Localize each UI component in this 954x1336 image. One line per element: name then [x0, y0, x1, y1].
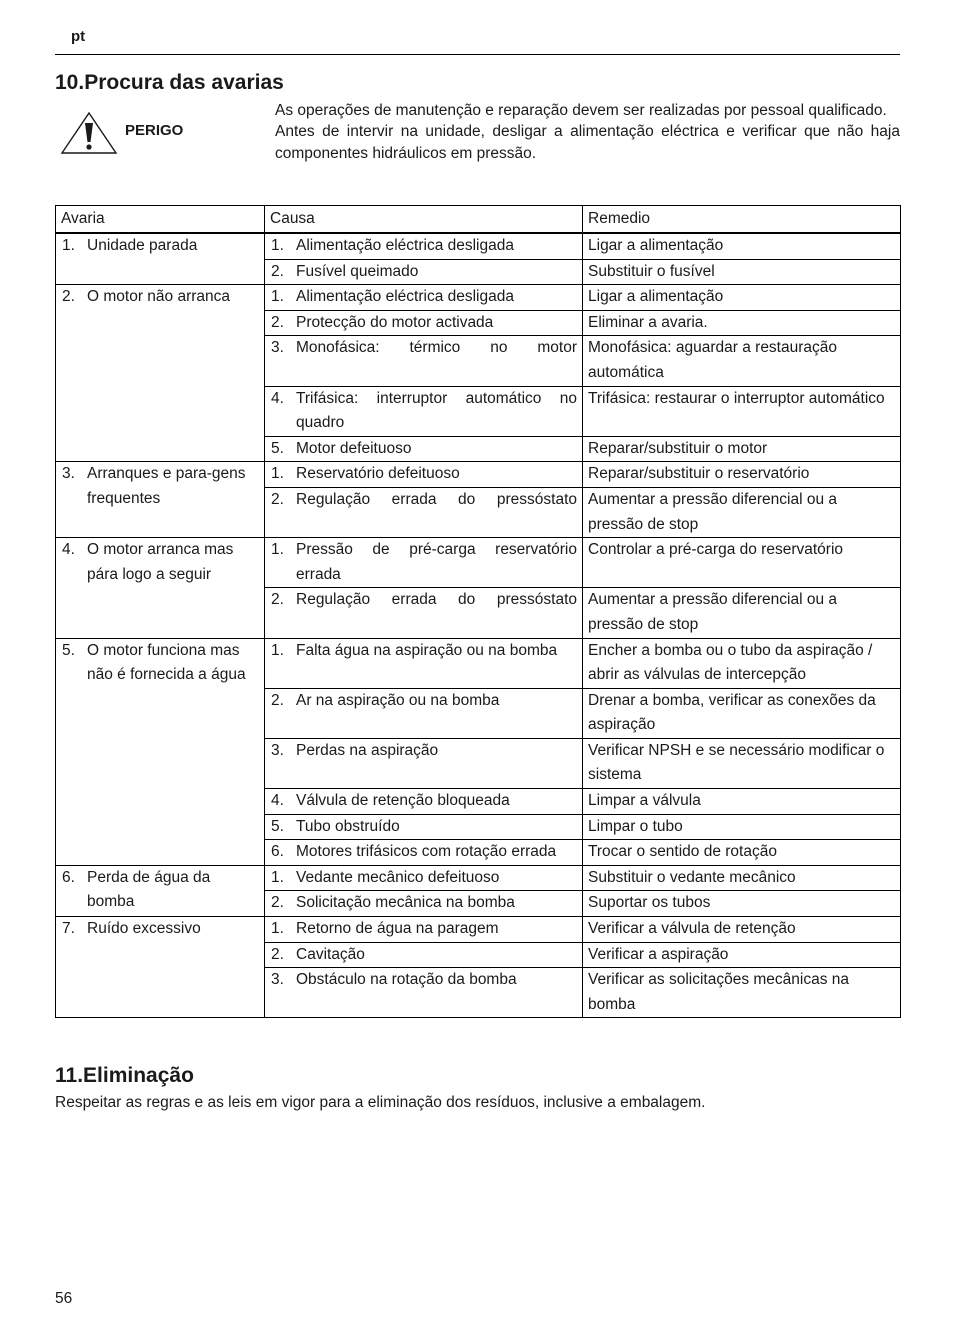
header-rule — [55, 54, 900, 55]
cause-cell — [265, 538, 583, 588]
remedy-cell: Reparar/substituir o motor — [583, 436, 901, 462]
cause-cell — [265, 917, 583, 943]
warning-triangle-icon — [60, 111, 118, 155]
cause-cell — [265, 789, 583, 815]
cause-item — [271, 260, 577, 285]
cause-item-number: 5. — [271, 439, 284, 457]
cause-item — [271, 285, 577, 310]
cause-item-number: 6. — [271, 843, 284, 861]
remedy-cell: Verificar a aspiração — [583, 942, 901, 968]
cause-item-text: Trifásica: interruptor automático no quadro — [296, 389, 577, 432]
cause-item-number: 2. — [271, 313, 284, 331]
fault-cell — [56, 865, 265, 916]
cause-cell — [265, 386, 583, 436]
cause-cell — [265, 436, 583, 462]
remedy-cell: Verificar NPSH e se necessário modificar o sistema — [583, 738, 901, 788]
fault-item-number: 3. — [62, 465, 75, 483]
remedy-cell: Substituir o fusível — [583, 259, 901, 285]
cause-cell — [265, 285, 583, 311]
remedy-cell: Aumentar a pressão diferencial ou a pressão de stop — [583, 588, 901, 638]
cause-item-number: 2. — [271, 691, 284, 709]
page-number: 56 — [55, 1290, 73, 1307]
cause-cell — [265, 310, 583, 336]
fault-item-text: Unidade parada — [87, 237, 198, 254]
cause-item-text: Solicitação mecânica na bomba — [296, 894, 515, 912]
fault-cell — [56, 233, 265, 285]
safety-notice-paragraph: Antes de intervir na unidade, desligar a alimentação eléctrica e verificar que não haja componentes hidráulicos em pressão. — [275, 123, 900, 162]
cause-item-text: Regulação errada do pressóstato — [296, 490, 577, 508]
table-header-row — [56, 206, 901, 234]
fault-item — [62, 538, 259, 587]
cause-item-text: Válvula de retenção bloqueada — [296, 792, 510, 810]
fault-cell — [56, 538, 265, 638]
cause-item-text: Cavitação — [296, 945, 365, 963]
remedy-cell: Eliminar a avaria. — [583, 310, 901, 336]
cause-item — [271, 815, 577, 840]
fault-item — [62, 462, 259, 511]
remedy-cell: Substituir o vedante mecânico — [583, 865, 901, 891]
section-title-disposal: 11.Eliminação — [55, 1064, 194, 1087]
cause-item-number: 2. — [271, 894, 284, 912]
cause-cell — [265, 588, 583, 638]
fault-item — [62, 917, 259, 942]
cause-cell — [265, 968, 583, 1018]
disposal-text: Respeitar as regras e as leis em vigor para a eliminação dos resíduos, inclusive a embalagem. — [55, 1094, 706, 1111]
remedy-cell: Trocar o sentido de rotação — [583, 840, 901, 866]
cause-cell — [265, 738, 583, 788]
cause-item — [271, 917, 577, 942]
cause-item-number: 4. — [271, 792, 284, 810]
cause-item — [271, 639, 577, 664]
remedy-cell: Suportar os tubos — [583, 891, 901, 917]
column-header-remedy: Remedio — [583, 206, 901, 234]
cause-item-text: Perdas na aspiração — [296, 741, 439, 759]
cause-item-text: Protecção do motor activada — [296, 313, 494, 331]
remedy-cell: Ligar a alimentação — [583, 233, 901, 259]
cause-item — [271, 943, 577, 968]
cause-item-text: Monofásica: térmico no motor — [296, 339, 577, 357]
cause-item — [271, 588, 577, 613]
fault-item-number: 1. — [62, 237, 75, 254]
remedy-cell: Ligar a alimentação — [583, 285, 901, 311]
cause-item-number: 1. — [271, 288, 284, 306]
fault-cell — [56, 462, 265, 538]
danger-label: PERIGO — [125, 122, 184, 139]
fault-item — [62, 639, 259, 688]
fault-item — [62, 866, 259, 915]
cause-item — [271, 789, 577, 814]
safety-notice-paragraph: As operações de manutenção e reparação devem ser realizadas por pessoal qualificado. — [275, 102, 887, 119]
cause-item-number: 1. — [271, 465, 284, 483]
remedy-cell: Controlar a pré-carga do reservatório — [583, 538, 901, 588]
fault-item-text: Arranques e para-gens frequentes — [87, 465, 246, 507]
cause-cell — [265, 840, 583, 866]
cause-item-text: Reservatório defeituoso — [296, 465, 460, 483]
fault-item-number: 2. — [62, 288, 75, 306]
cause-item-text: Regulação errada do pressóstato — [296, 591, 577, 609]
cause-item-text: Tubo obstruído — [296, 817, 400, 835]
remedy-cell: Aumentar a pressão diferencial ou a pressão de stop — [583, 487, 901, 537]
fault-item-text: Ruído excessivo — [87, 920, 201, 938]
remedy-cell: Reparar/substituir o reservatório — [583, 462, 901, 488]
cause-item-number: 1. — [271, 237, 284, 254]
cause-cell — [265, 814, 583, 840]
table-row — [56, 462, 901, 488]
cause-item-number: 4. — [271, 389, 284, 407]
cause-item — [271, 891, 577, 916]
fault-item-text: O motor funciona mas não é fornecida a água — [87, 641, 246, 684]
cause-item-text: Fusível queimado — [296, 262, 419, 280]
cause-item-text: Motores trifásicos com rotação errada — [296, 843, 557, 861]
fault-item-text: O motor arranca mas pára logo a seguir — [87, 541, 234, 583]
cause-item-number: 2. — [271, 262, 284, 280]
remedy-cell: Verificar as solicitações mecânicas na bomba — [583, 968, 901, 1018]
cause-cell — [265, 462, 583, 488]
cause-item — [271, 739, 577, 764]
remedy-cell: Limpar o tubo — [583, 814, 901, 840]
cause-cell — [265, 688, 583, 738]
cause-item-text: Falta água na aspiração ou na bomba — [296, 641, 558, 659]
cause-item — [271, 462, 577, 487]
safety-notice — [275, 100, 900, 164]
table-row — [56, 285, 901, 311]
table-row — [56, 638, 901, 688]
cause-item-text: Alimentação eléctrica desligada — [296, 288, 514, 306]
cause-item — [271, 968, 577, 993]
cause-item-number: 2. — [271, 945, 284, 963]
remedy-cell: Monofásica: aguardar a restauração automática — [583, 336, 901, 386]
fault-item-text: O motor não arranca — [87, 288, 231, 306]
cause-item-number: 3. — [271, 971, 284, 989]
cause-cell — [265, 638, 583, 688]
fault-item-number: 4. — [62, 541, 75, 559]
cause-cell — [265, 233, 583, 259]
table-row — [56, 233, 901, 259]
remedy-cell: Encher a bomba ou o tubo da aspiração / abrir as válvulas de intercepção — [583, 638, 901, 688]
cause-item — [271, 866, 577, 891]
remedy-cell: Verificar a válvula de retenção — [583, 917, 901, 943]
cause-item — [271, 538, 577, 587]
cause-cell — [265, 942, 583, 968]
fault-item-text: Perda de água da bomba — [87, 868, 211, 911]
fault-cell — [56, 917, 265, 1018]
fault-cell — [56, 285, 265, 462]
cause-item — [271, 689, 577, 714]
remedy-cell: Drenar a bomba, verificar as conexões da aspiração — [583, 688, 901, 738]
fault-item — [62, 234, 259, 259]
cause-cell — [265, 865, 583, 891]
cause-cell — [265, 891, 583, 917]
cause-item-text: Motor defeituoso — [296, 439, 412, 457]
cause-item-number: 2. — [271, 490, 284, 508]
column-header-cause: Causa — [265, 206, 583, 234]
remedy-cell: Trifásica: restaurar o interruptor automático — [583, 386, 901, 436]
table-row — [56, 865, 901, 891]
cause-item — [271, 311, 577, 336]
remedy-cell: Limpar a válvula — [583, 789, 901, 815]
table-row — [56, 538, 901, 588]
fault-item-number: 6. — [62, 868, 75, 886]
cause-item-number: 2. — [271, 591, 284, 609]
cause-item-number: 1. — [271, 541, 284, 559]
cause-item-text: Retorno de água na paragem — [296, 920, 499, 938]
cause-item-number: 5. — [271, 817, 284, 835]
cause-item-number: 1. — [271, 920, 284, 938]
troubleshooting-table — [55, 205, 901, 1018]
fault-item-number: 5. — [62, 641, 75, 659]
cause-item-text: Ar na aspiração ou na bomba — [296, 691, 500, 709]
column-header-fault: Avaria — [56, 206, 265, 234]
cause-item — [271, 387, 577, 436]
cause-cell — [265, 259, 583, 285]
fault-cell — [56, 638, 265, 865]
cause-item-number: 3. — [271, 741, 284, 759]
cause-item — [271, 840, 577, 865]
cause-item-text: Obstáculo na rotação da bomba — [296, 971, 517, 989]
cause-item — [271, 488, 577, 513]
cause-item-text: Alimentação eléctrica desligada — [296, 237, 514, 254]
cause-item-number: 1. — [271, 868, 284, 886]
table-row — [56, 917, 901, 943]
cause-cell — [265, 336, 583, 386]
section-title-troubleshooting: 10.Procura das avarias — [55, 71, 284, 94]
cause-cell — [265, 487, 583, 537]
cause-item — [271, 336, 577, 361]
cause-item-text: Vedante mecânico defeituoso — [296, 868, 500, 886]
cause-item-text: Pressão de pré-carga reservatório errada — [296, 541, 577, 583]
cause-item — [271, 437, 577, 462]
language-tag: pt — [71, 28, 86, 45]
cause-item-number: 1. — [271, 641, 284, 659]
fault-item — [62, 285, 259, 310]
fault-item-number: 7. — [62, 920, 75, 938]
cause-item-number: 3. — [271, 339, 284, 357]
cause-item — [271, 234, 577, 259]
